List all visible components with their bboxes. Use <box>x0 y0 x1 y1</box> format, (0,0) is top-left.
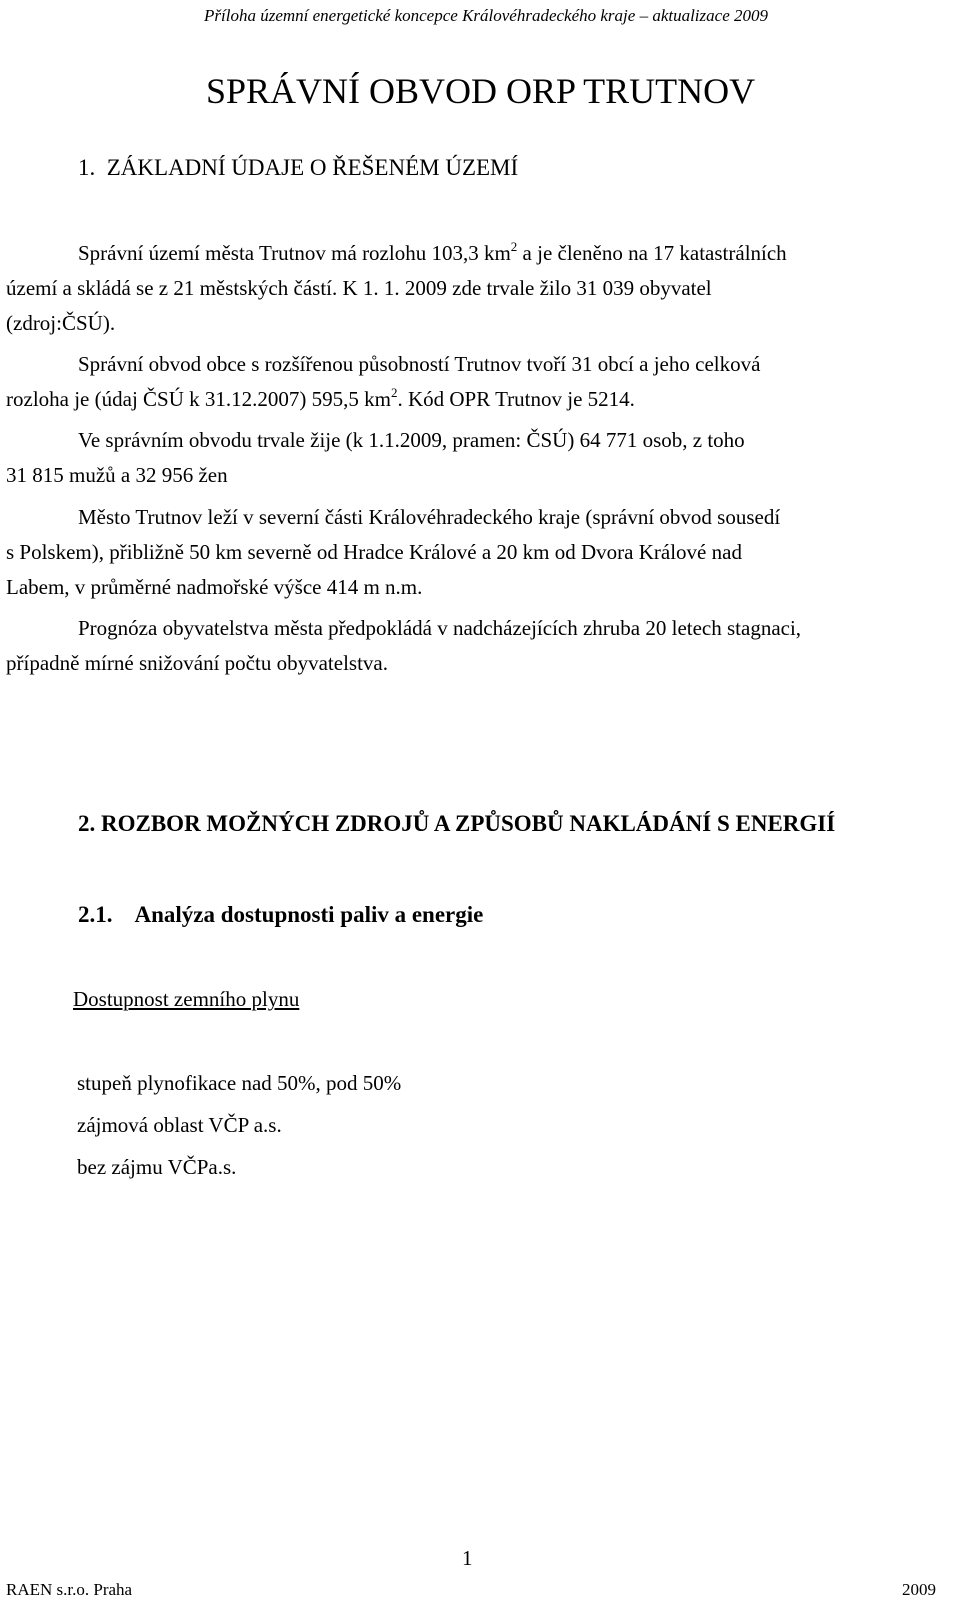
p1-text-b: a je členěno na 17 katastrálních <box>517 241 787 265</box>
page-number: 1 <box>462 1546 473 1570</box>
legend-item-gasification: stupeň plynofikace nad 50%, pod 50% <box>77 1071 402 1095</box>
section1-number: 1. <box>78 155 96 180</box>
paragraph-3-line-2: 31 815 mužů a 32 956 žen <box>6 463 228 487</box>
page-title: SPRÁVNÍ OBVOD ORP TRUTNOV <box>206 71 756 111</box>
subsection-number: 2.1. <box>78 902 113 927</box>
section1-title: ZÁKLADNÍ ÚDAJE O ŘEŠENÉM ÚZEMÍ <box>106 155 519 180</box>
subsection-title: Analýza dostupnosti paliv a energie <box>134 902 484 927</box>
legend-item-interest-area: zájmová oblast VČP a.s. <box>77 1113 282 1137</box>
paragraph-4-line-2: s Polskem), přibližně 50 km severně od Hradce Králové a 20 km od Dvora Králové nad <box>6 540 742 564</box>
p2-text-a: rozloha je (údaj ČSÚ k 31.12.2007) 595,5 km <box>6 387 391 411</box>
page-header: Příloha územní energetické koncepce Královéhradeckého kraje – aktualizace 2009 <box>204 6 768 25</box>
subsection-heading <box>78 902 483 928</box>
paragraph-1-line-2: území a skládá se z 21 městských částí. K 1. 1. 2009 zde trvale žilo 31 039 obyvatel <box>6 276 712 300</box>
p2-superscript: 2 <box>390 385 398 400</box>
legend-item-no-interest: bez zájmu VČPa.s. <box>77 1155 237 1179</box>
gas-availability-heading: Dostupnost zemního plynu <box>73 987 300 1011</box>
paragraph-4-line-1: Město Trutnov leží v severní části Královéhradeckého kraje (správní obvod sousedí <box>78 505 781 529</box>
paragraph-4-line-3: Labem, v průměrné nadmořské výšce 414 m n.m. <box>6 575 423 599</box>
footer-year: 2009 <box>902 1580 936 1599</box>
paragraph-2-line-1: Správní obvod obce s rozšířenou působností Trutnov tvoří 31 obcí a jeho celková <box>78 352 761 376</box>
paragraph-3-line-1: Ve správním obvodu trvale žije (k 1.1.2009, pramen: ČSÚ) 64 771 osob, z toho <box>78 428 745 452</box>
paragraph-2-line-2 <box>6 387 635 412</box>
section1-heading <box>78 155 518 181</box>
p1-text-a: Správní území města Trutnov má rozlohu 103,3 km <box>78 241 511 265</box>
paragraph-1-line-1 <box>78 241 787 266</box>
footer-company: RAEN s.r.o. Praha <box>6 1580 133 1599</box>
section2-heading: 2. ROZBOR MOŽNÝCH ZDROJŮ A ZPŮSOBŮ NAKLÁDÁNÍ S ENERGIÍ <box>78 811 836 836</box>
p1-superscript: 2 <box>510 239 518 254</box>
p2-text-b: . Kód OPR Trutnov je 5214. <box>397 387 635 411</box>
paragraph-5-line-1: Prognóza obyvatelstva města předpokládá v nadcházejících zhruba 20 letech stagnaci, <box>78 616 802 640</box>
paragraph-5-line-2: případně mírné snižování počtu obyvatelstva. <box>6 651 388 675</box>
paragraph-1-line-3: (zdroj:ČSÚ). <box>6 311 116 335</box>
